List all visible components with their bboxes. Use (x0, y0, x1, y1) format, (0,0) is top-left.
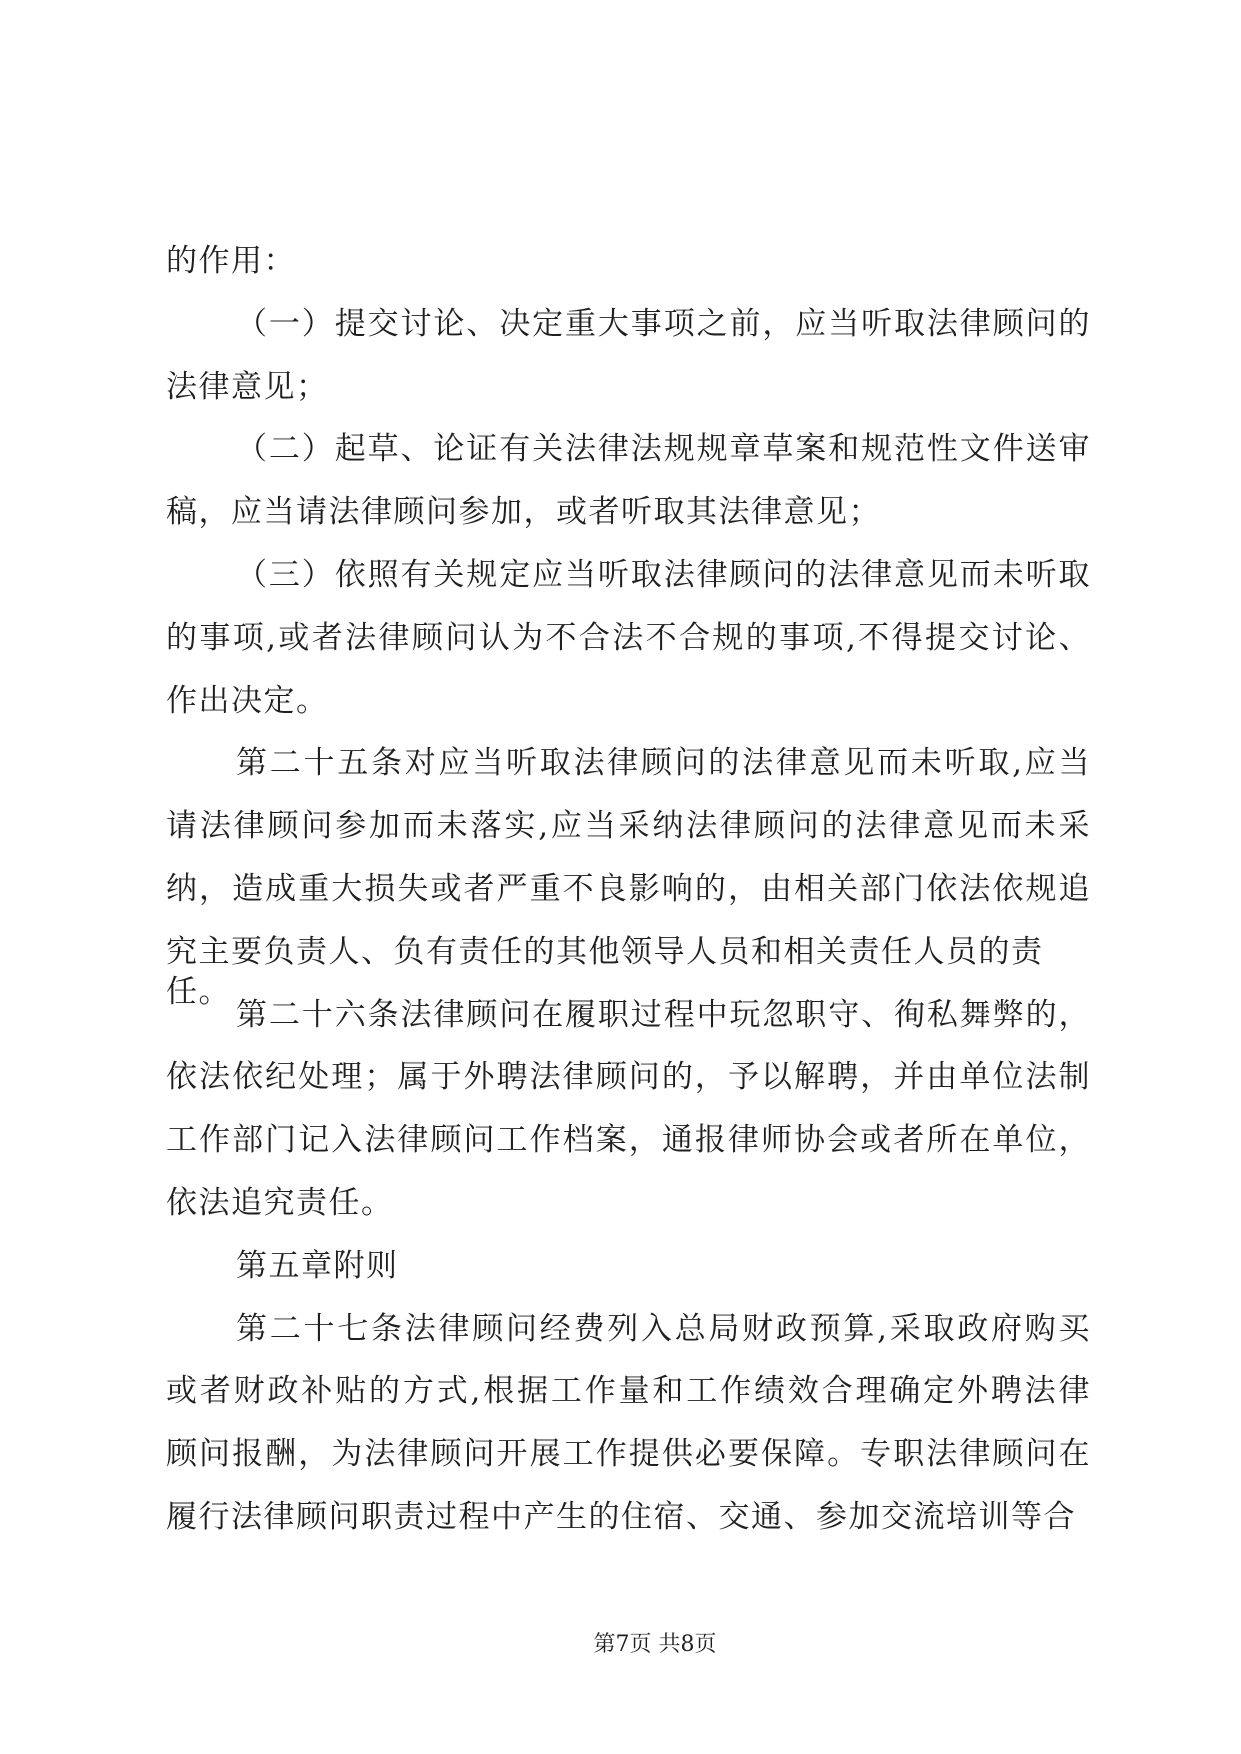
text-line: （三）依照有关规定应当听取法律顾问的法律意见而未听取 (236, 557, 1091, 593)
text-line: 依法追究责任。 (166, 1185, 394, 1221)
text-line: 纳，造成重大损失或者严重不良影响的，由相关部门依法依规追 (166, 871, 1091, 907)
text-line: 履行法律顾问职责过程中产生的住宿、交通、参加交流培训等合 (166, 1499, 1076, 1535)
text-line: 依法依纪处理；属于外聘法律顾问的，予以解聘，并由单位法制 (166, 1059, 1091, 1096)
text-line: 的作用： (166, 243, 296, 279)
text-line: 作出决定。 (166, 682, 329, 719)
text-line: 第五章附则 (236, 1247, 399, 1284)
text-line: 究主要负责人、负有责任的其他领导人员和相关责任人员的责任。 (166, 933, 1044, 1010)
text-line: 法律意见； (166, 368, 329, 405)
text-line: 请法律顾问参加而未落实,应当采纳法律顾问的法律意见而未采 (166, 808, 1091, 845)
text-line: 工作部门记入法律顾问工作档案，通报律师协会或者所在单位， (166, 1122, 1091, 1159)
text-line: （一）提交讨论、决定重大事项之前，应当听取法律顾问的 (236, 305, 1091, 342)
text-line: 顾问报酬，为法律顾问开展工作提供必要保障。专职法律顾问在 (166, 1436, 1091, 1473)
text-line: 第二十五条对应当听取法律顾问的法律意见而未听取,应当 (236, 745, 1091, 782)
text-line: 第二十七条法律顾问经费列入总局财政预算,采取政府购买 (236, 1310, 1091, 1347)
page-footer: 第7页 共8页 (593, 1632, 717, 1657)
text-line: 稿，应当请法律顾问参加，或者听取其法律意见； (166, 494, 881, 531)
text-line: （二）起草、论证有关法律法规规章草案和规范性文件送审 (236, 431, 1091, 468)
text-line: 的事项,或者法律顾问认为不合法不合规的事项,不得提交讨论、 (166, 619, 1091, 656)
text-line: 或者财政补贴的方式,根据工作量和工作绩效合理确定外聘法律 (166, 1373, 1091, 1410)
text-line: 第二十六条法律顾问在履职过程中玩忽职守、徇私舞弊的， (236, 996, 1091, 1033)
